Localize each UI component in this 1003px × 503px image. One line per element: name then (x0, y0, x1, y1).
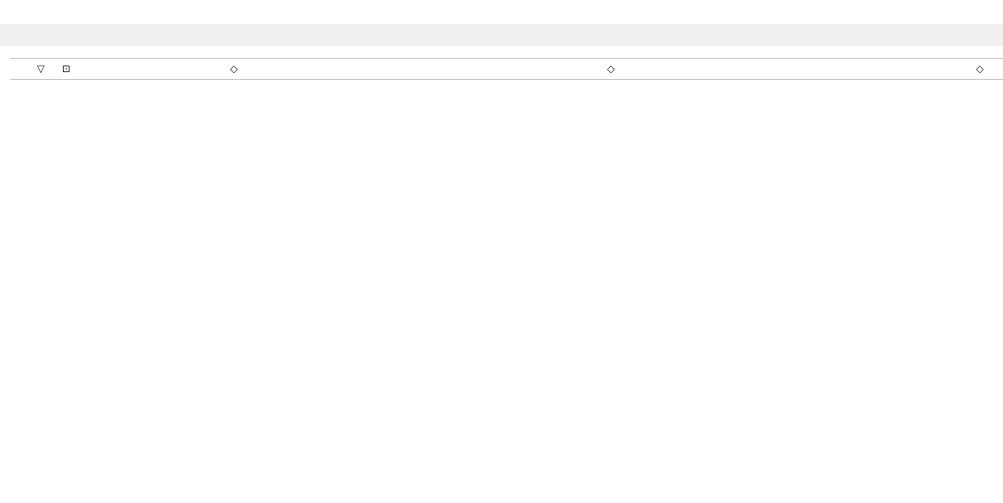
sort-qty-icon[interactable]: ◇ (976, 64, 984, 75)
parts-table (10, 58, 1003, 503)
order-header (0, 24, 1003, 46)
sort-filter-icon[interactable]: ▽ (37, 64, 45, 75)
sort-name-icon[interactable]: ◇ (607, 64, 615, 75)
view-toggle-icon[interactable]: ⊡ (62, 64, 71, 75)
sort-position-icon[interactable]: ◇ (230, 64, 238, 75)
column-header-row (10, 58, 1003, 80)
